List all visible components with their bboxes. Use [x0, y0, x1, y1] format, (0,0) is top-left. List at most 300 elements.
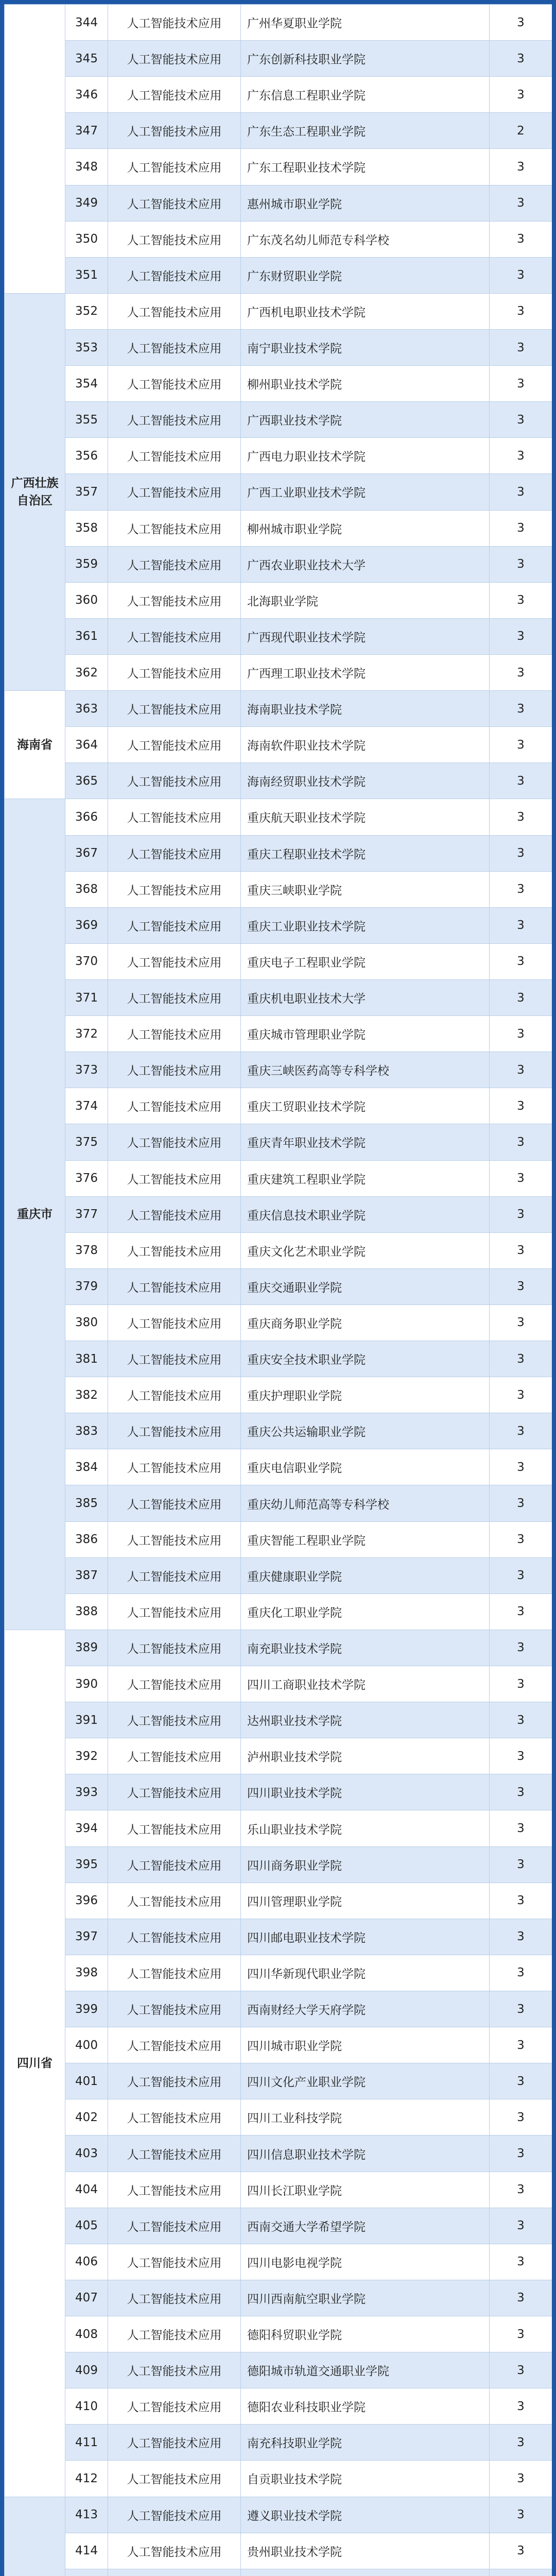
row-number: 360 [65, 582, 108, 618]
row-number: 384 [65, 1449, 108, 1485]
row-number: 401 [65, 2063, 108, 2099]
row-number: 366 [65, 799, 108, 835]
school-name: 重庆三峡职业学院 [241, 871, 490, 907]
school-name: 重庆三峡医药高等专科学校 [241, 1052, 490, 1088]
row-number: 351 [65, 257, 108, 293]
school-name: 重庆工程职业技术学院 [241, 835, 490, 871]
count-value: 3 [490, 871, 552, 907]
row-number: 369 [65, 907, 108, 943]
count-value: 3 [490, 5, 552, 41]
row-number: 353 [65, 329, 108, 365]
row-number: 413 [65, 2497, 108, 2533]
major-name: 人工智能技术应用 [108, 979, 241, 1015]
school-name: 四川职业技术学院 [241, 1774, 490, 1810]
school-name: 广西机电职业技术学院 [241, 293, 490, 329]
major-name: 人工智能技术应用 [108, 1846, 241, 1883]
count-value: 3 [490, 2280, 552, 2316]
count-value: 3 [490, 1810, 552, 1846]
major-name: 人工智能技术应用 [108, 1774, 241, 1810]
table-row [5, 1919, 552, 1955]
table-row [5, 2244, 552, 2280]
row-number: 365 [65, 763, 108, 799]
table-row [5, 546, 552, 582]
table-row [5, 1413, 552, 1449]
school-name: 重庆建筑工程职业学院 [241, 1160, 490, 1196]
table-row [5, 1016, 552, 1052]
count-value: 3 [490, 2316, 552, 2352]
table-row [5, 366, 552, 402]
table-row [5, 2497, 552, 2533]
table-row [5, 691, 552, 727]
major-name: 人工智能技术应用 [108, 1196, 241, 1232]
table-row [5, 1304, 552, 1341]
table-body [5, 5, 552, 2576]
count-value: 3 [490, 2497, 552, 2533]
table-row [5, 329, 552, 365]
province-cell: 重庆市 [5, 799, 65, 1630]
school-name: 重庆护理职业学院 [241, 1377, 490, 1413]
row-number: 382 [65, 1377, 108, 1413]
major-name: 人工智能技术应用 [108, 763, 241, 799]
school-name: 德阳科贸职业学院 [241, 2316, 490, 2352]
count-value: 3 [490, 2244, 552, 2280]
count-value: 3 [490, 1016, 552, 1052]
count-value: 3 [490, 1702, 552, 1738]
count-value: 3 [490, 1052, 552, 1088]
table-row [5, 1594, 552, 1630]
school-name: 四川西南航空职业学院 [241, 2280, 490, 2316]
school-name: 贵州职业技术学院 [241, 2533, 490, 2569]
row-number: 414 [65, 2533, 108, 2569]
row-number: 361 [65, 618, 108, 654]
table-row [5, 799, 552, 835]
row-number: 348 [65, 149, 108, 185]
count-value: 3 [490, 1088, 552, 1124]
table-row [5, 185, 552, 221]
school-name: 广西工业职业技术学院 [241, 474, 490, 510]
table-row [5, 1702, 552, 1738]
school-name: 重庆商务职业学院 [241, 1304, 490, 1341]
count-value: 3 [490, 402, 552, 438]
row-number: 378 [65, 1232, 108, 1268]
major-name: 人工智能技术应用 [108, 1124, 241, 1160]
table-row [5, 2172, 552, 2208]
table-row [5, 1666, 552, 1702]
row-number: 350 [65, 221, 108, 257]
count-value: 3 [490, 1521, 552, 1557]
row-number: 400 [65, 2027, 108, 2063]
school-name: 重庆电子工程职业学院 [241, 943, 490, 979]
count-value: 3 [490, 1232, 552, 1268]
major-name: 人工智能技术应用 [108, 618, 241, 654]
school-name: 广西现代职业技术学院 [241, 618, 490, 654]
count-value: 3 [490, 546, 552, 582]
table-row [5, 1521, 552, 1557]
school-name: 海南经贸职业技术学院 [241, 763, 490, 799]
table-row [5, 293, 552, 329]
major-name: 人工智能技术应用 [108, 1232, 241, 1268]
table-row [5, 438, 552, 474]
row-number: 386 [65, 1521, 108, 1557]
school-name: 四川信息职业技术学院 [241, 2136, 490, 2172]
school-name: 重庆安全技术职业学院 [241, 1341, 490, 1377]
count-value: 3 [490, 510, 552, 546]
province-cell [5, 5, 65, 294]
school-name: 重庆公共运输职业学院 [241, 1413, 490, 1449]
row-number: 403 [65, 2136, 108, 2172]
major-name: 人工智能技术应用 [108, 1485, 241, 1521]
province-cell [5, 2497, 65, 2576]
table-row [5, 2136, 552, 2172]
major-name: 人工智能技术应用 [108, 1991, 241, 2027]
school-name: 重庆文化艺术职业学院 [241, 1232, 490, 1268]
school-name: 海南软件职业技术学院 [241, 727, 490, 763]
count-value: 3 [490, 1991, 552, 2027]
table-row [5, 654, 552, 690]
count-value: 3 [490, 1449, 552, 1485]
school-name: 广西电力职业技术学院 [241, 438, 490, 474]
major-name [108, 2569, 241, 2576]
table-row [5, 1810, 552, 1846]
school-name: 重庆化工职业学院 [241, 1594, 490, 1630]
table-row [5, 1630, 552, 1666]
table-row [5, 5, 552, 41]
table-row [5, 1883, 552, 1919]
province-cell: 四川省 [5, 1630, 65, 2497]
table-row [5, 1485, 552, 1521]
row-number: 387 [65, 1557, 108, 1594]
school-name: 四川长江职业学院 [241, 2172, 490, 2208]
school-name: 柳州职业技术学院 [241, 366, 490, 402]
count-value: 3 [490, 763, 552, 799]
major-name: 人工智能技术应用 [108, 185, 241, 221]
table-row [5, 1991, 552, 2027]
table-row [5, 1052, 552, 1088]
major-name: 人工智能技术应用 [108, 727, 241, 763]
row-number: 407 [65, 2280, 108, 2316]
count-value: 3 [490, 1268, 552, 1304]
major-name: 人工智能技术应用 [108, 1377, 241, 1413]
school-name: 广西职业技术学院 [241, 402, 490, 438]
count-value: 3 [490, 149, 552, 185]
table-row [5, 77, 552, 113]
row-number: 364 [65, 727, 108, 763]
table-row [5, 979, 552, 1015]
row-number: 405 [65, 2208, 108, 2244]
major-name: 人工智能技术应用 [108, 474, 241, 510]
school-name: 柳州城市职业学院 [241, 510, 490, 546]
school-name: 泸州职业技术学院 [241, 1738, 490, 1774]
major-name: 人工智能技术应用 [108, 1810, 241, 1846]
row-number: 368 [65, 871, 108, 907]
table-row [5, 2316, 552, 2352]
row-number: 371 [65, 979, 108, 1015]
major-name: 人工智能技术应用 [108, 1052, 241, 1088]
count-value: 3 [490, 943, 552, 979]
table-row [5, 257, 552, 293]
count-value: 3 [490, 1557, 552, 1594]
school-name: 重庆电信职业学院 [241, 1449, 490, 1485]
major-name: 人工智能技术应用 [108, 2425, 241, 2461]
major-name: 人工智能技术应用 [108, 77, 241, 113]
major-name: 人工智能技术应用 [108, 1449, 241, 1485]
count-value: 3 [490, 1955, 552, 1991]
count-value: 3 [490, 1485, 552, 1521]
table-row [5, 907, 552, 943]
school-name: 惠州城市职业学院 [241, 185, 490, 221]
school-name: 四川工商职业技术学院 [241, 1666, 490, 1702]
count-value: 3 [490, 1883, 552, 1919]
data-sheet [4, 4, 552, 2576]
row-number: 406 [65, 2244, 108, 2280]
major-name: 人工智能技术应用 [108, 654, 241, 690]
row-number: 356 [65, 438, 108, 474]
major-name: 人工智能技术应用 [108, 510, 241, 546]
major-name: 人工智能技术应用 [108, 1341, 241, 1377]
major-name: 人工智能技术应用 [108, 1521, 241, 1557]
table-row [5, 2280, 552, 2316]
table-row [5, 41, 552, 77]
row-number: 344 [65, 5, 108, 41]
count-value: 3 [490, 2388, 552, 2425]
count-value: 3 [490, 1196, 552, 1232]
row-number: 389 [65, 1630, 108, 1666]
school-name: 西南交通大学希望学院 [241, 2208, 490, 2244]
school-name: 海南职业技术学院 [241, 691, 490, 727]
major-name: 人工智能技术应用 [108, 799, 241, 835]
major-name: 人工智能技术应用 [108, 546, 241, 582]
table-row [5, 871, 552, 907]
school-name: 遵义职业技术学院 [241, 2497, 490, 2533]
count-value: 3 [490, 979, 552, 1015]
major-name: 人工智能技术应用 [108, 366, 241, 402]
count-value: 3 [490, 1666, 552, 1702]
school-name: 重庆航天职业技术学院 [241, 799, 490, 835]
major-name: 人工智能技术应用 [108, 943, 241, 979]
school-name: 重庆机电职业技术大学 [241, 979, 490, 1015]
major-name: 人工智能技术应用 [108, 1955, 241, 1991]
row-number: 379 [65, 1268, 108, 1304]
row-number [65, 2569, 108, 2576]
school-name: 广东工程职业技术学院 [241, 149, 490, 185]
school-name: 自贡职业技术学院 [241, 2461, 490, 2497]
table-row [5, 1955, 552, 1991]
school-name: 南宁职业技术学院 [241, 329, 490, 365]
row-number: 377 [65, 1196, 108, 1232]
row-number: 399 [65, 1991, 108, 2027]
count-value: 3 [490, 1377, 552, 1413]
school-name: 北海职业学院 [241, 582, 490, 618]
major-name: 人工智能技术应用 [108, 1883, 241, 1919]
count-value: 3 [490, 907, 552, 943]
school-name: 德阳城市轨道交通职业学院 [241, 2352, 490, 2388]
table-row [5, 2569, 552, 2576]
major-name: 人工智能技术应用 [108, 2063, 241, 2099]
count-value: 3 [490, 2461, 552, 2497]
major-name: 人工智能技术应用 [108, 2136, 241, 2172]
count-value: 3 [490, 221, 552, 257]
row-number: 411 [65, 2425, 108, 2461]
count-value: 3 [490, 618, 552, 654]
count-value: 2 [490, 113, 552, 149]
row-number: 363 [65, 691, 108, 727]
school-name: 重庆健康职业学院 [241, 1557, 490, 1594]
major-name: 人工智能技术应用 [108, 1268, 241, 1304]
count-value: 3 [490, 2099, 552, 2136]
table-row [5, 2027, 552, 2063]
table-row [5, 2208, 552, 2244]
row-number: 346 [65, 77, 108, 113]
school-name: 四川商务职业学院 [241, 1846, 490, 1883]
major-name: 人工智能技术应用 [108, 2244, 241, 2280]
school-name: 广东财贸职业学院 [241, 257, 490, 293]
count-value: 3 [490, 1594, 552, 1630]
row-number: 404 [65, 2172, 108, 2208]
major-name: 人工智能技术应用 [108, 438, 241, 474]
major-name: 人工智能技术应用 [108, 1738, 241, 1774]
major-name: 人工智能技术应用 [108, 1557, 241, 1594]
row-number: 376 [65, 1160, 108, 1196]
count-value: 3 [490, 1160, 552, 1196]
count-value: 3 [490, 185, 552, 221]
school-name [241, 2569, 490, 2576]
count-value: 3 [490, 2533, 552, 2569]
count-value: 3 [490, 2208, 552, 2244]
province-cell: 广西壮族自治区 [5, 293, 65, 690]
row-number: 358 [65, 510, 108, 546]
school-name: 广东茂名幼儿师范专科学校 [241, 221, 490, 257]
count-value: 3 [490, 835, 552, 871]
major-name: 人工智能技术应用 [108, 257, 241, 293]
table-row [5, 402, 552, 438]
table-row [5, 1341, 552, 1377]
major-name: 人工智能技术应用 [108, 1919, 241, 1955]
row-number: 362 [65, 654, 108, 690]
major-name: 人工智能技术应用 [108, 871, 241, 907]
major-name: 人工智能技术应用 [108, 2172, 241, 2208]
major-name: 人工智能技术应用 [108, 293, 241, 329]
school-name: 四川文化产业职业学院 [241, 2063, 490, 2099]
row-number: 355 [65, 402, 108, 438]
row-number: 357 [65, 474, 108, 510]
table-row [5, 1774, 552, 1810]
school-name: 广东生态工程职业学院 [241, 113, 490, 149]
count-value: 3 [490, 474, 552, 510]
table-row [5, 763, 552, 799]
count-value: 3 [490, 1341, 552, 1377]
row-number: 390 [65, 1666, 108, 1702]
row-number: 359 [65, 546, 108, 582]
count-value: 3 [490, 654, 552, 690]
count-value: 3 [490, 2172, 552, 2208]
school-name: 重庆青年职业技术学院 [241, 1124, 490, 1160]
table-row [5, 113, 552, 149]
school-name: 重庆城市管理职业学院 [241, 1016, 490, 1052]
row-number: 392 [65, 1738, 108, 1774]
count-value: 3 [490, 691, 552, 727]
major-name: 人工智能技术应用 [108, 1702, 241, 1738]
row-number: 393 [65, 1774, 108, 1810]
count-value: 3 [490, 1738, 552, 1774]
school-name: 四川城市职业学院 [241, 2027, 490, 2063]
school-name: 重庆幼儿师范高等专科学校 [241, 1485, 490, 1521]
major-name: 人工智能技术应用 [108, 2533, 241, 2569]
count-value: 3 [490, 1124, 552, 1160]
table-row [5, 2352, 552, 2388]
count-value: 3 [490, 1304, 552, 1341]
count-value: 3 [490, 2425, 552, 2461]
school-name: 四川邮电职业技术学院 [241, 1919, 490, 1955]
data-table [4, 4, 552, 2576]
major-name: 人工智能技术应用 [108, 2280, 241, 2316]
count-value: 3 [490, 329, 552, 365]
school-name: 广西农业职业技术大学 [241, 546, 490, 582]
school-name: 达州职业技术学院 [241, 1702, 490, 1738]
major-name: 人工智能技术应用 [108, 1016, 241, 1052]
major-name: 人工智能技术应用 [108, 582, 241, 618]
count-value [490, 2569, 552, 2576]
row-number: 373 [65, 1052, 108, 1088]
count-value: 3 [490, 1774, 552, 1810]
row-number: 345 [65, 41, 108, 77]
major-name: 人工智能技术应用 [108, 149, 241, 185]
table-row [5, 510, 552, 546]
major-name: 人工智能技术应用 [108, 329, 241, 365]
row-number: 383 [65, 1413, 108, 1449]
major-name: 人工智能技术应用 [108, 2027, 241, 2063]
row-number: 397 [65, 1919, 108, 1955]
major-name: 人工智能技术应用 [108, 1413, 241, 1449]
table-row [5, 618, 552, 654]
table-row [5, 1124, 552, 1160]
school-name: 德阳农业科技职业学院 [241, 2388, 490, 2425]
province-cell: 海南省 [5, 691, 65, 799]
row-number: 398 [65, 1955, 108, 1991]
table-row [5, 1449, 552, 1485]
count-value: 3 [490, 1630, 552, 1666]
row-number: 409 [65, 2352, 108, 2388]
count-value: 3 [490, 438, 552, 474]
major-name: 人工智能技术应用 [108, 1630, 241, 1666]
school-name: 广东信息工程职业学院 [241, 77, 490, 113]
count-value: 3 [490, 2352, 552, 2388]
school-name: 重庆工业职业技术学院 [241, 907, 490, 943]
major-name: 人工智能技术应用 [108, 691, 241, 727]
row-number: 395 [65, 1846, 108, 1883]
row-number: 391 [65, 1702, 108, 1738]
row-number: 372 [65, 1016, 108, 1052]
school-name: 重庆智能工程职业学院 [241, 1521, 490, 1557]
major-name: 人工智能技术应用 [108, 1088, 241, 1124]
school-name: 重庆交通职业学院 [241, 1268, 490, 1304]
table-row [5, 2533, 552, 2569]
school-name: 四川工业科技学院 [241, 2099, 490, 2136]
count-value: 3 [490, 2063, 552, 2099]
row-number: 396 [65, 1883, 108, 1919]
count-value: 3 [490, 1413, 552, 1449]
major-name: 人工智能技术应用 [108, 2461, 241, 2497]
table-row [5, 2388, 552, 2425]
school-name: 西南财经大学天府学院 [241, 1991, 490, 2027]
table-row [5, 2425, 552, 2461]
table-row [5, 1557, 552, 1594]
table-row [5, 1088, 552, 1124]
school-name: 广州华夏职业学院 [241, 5, 490, 41]
table-row [5, 727, 552, 763]
major-name: 人工智能技术应用 [108, 41, 241, 77]
row-number: 385 [65, 1485, 108, 1521]
row-number: 410 [65, 2388, 108, 2425]
